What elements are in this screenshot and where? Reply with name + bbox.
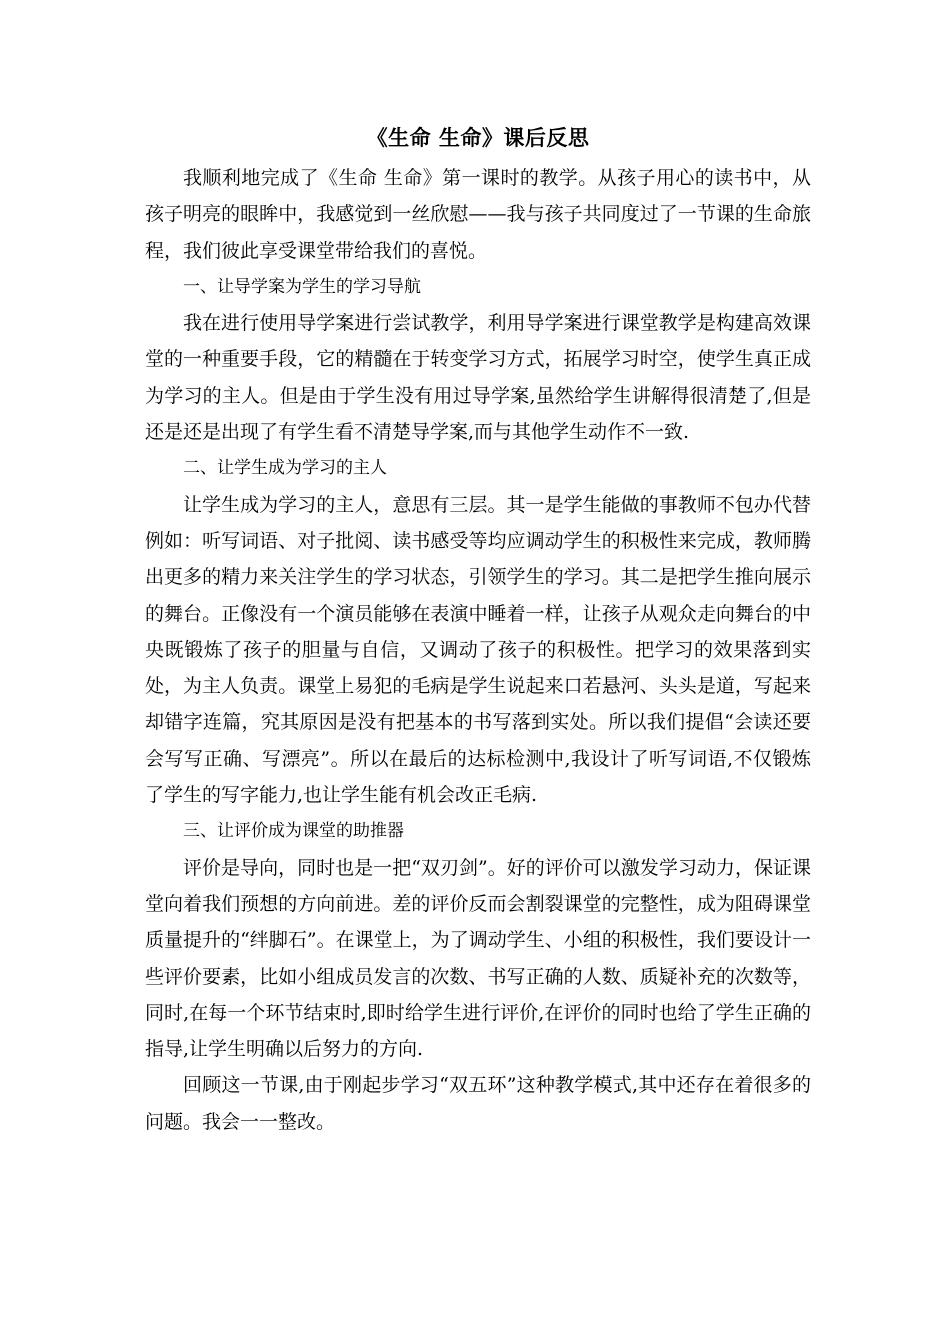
section-2-paragraph: 让学生成为学习的主人，意思有三层。其一是学生能做的事教师不包办代替例如：听写词语、对子批阅、读书感受等均应调动学生的积极性来完成，教师腾出更多的精力来关注学生的学习状态，引领学生的学习。其二是把学生推向展示的舞台。正像没有一个演员能够在表演中睡着一样，让孩子从观众走向舞台的中央既锻炼了孩子的胆量与自信，又调动了孩子的积极性。把学习的效果落到实处，为主人负责。课堂上易犯的毛病是学生说起来口若悬河、头头是道，写起来却错字连篇，究其原因是没有把基本的书写落到实处。所以我们提倡“会读还要会写写正确、写漂亮”。所以在最后的达标检测中,我设计了听写词语,不仅锻炼了学生的写字能力,也让学生能有机会改正毛病. bbox=[145, 493, 811, 807]
page-title: 《生命 生命》课后反思 bbox=[366, 126, 590, 150]
section-heading-2: 二、让学生成为学习的主人 bbox=[183, 458, 387, 479]
section-heading-1: 一、让导学案为学生的学习导航 bbox=[183, 276, 421, 297]
document-body bbox=[145, 120, 811, 1140]
intro-paragraph: 我顺利地完成了《生命 生命》第一课时的教学。从孩子用心的读书中，从孩子明亮的眼眸中，我感觉到一丝欣慰——我与孩子共同度过了一节课的生命旅程，我们彼此享受课堂带给我们的喜悦。 bbox=[145, 167, 811, 262]
section-heading-3: 三、让评价成为课堂的助推器 bbox=[183, 821, 404, 842]
section-1-paragraph: 我在进行使用导学案进行尝试教学，利用导学案进行课堂教学是构建高效课堂的一种重要手段，它的精髓在于转变学习方式，拓展学习时空，使学生真正成为学习的主人。但是由于学生没有用过导学案,虽然给学生讲解得很清楚了,但是还是还是出现了有学生看不清楚导学案,而与其他学生动作不一致. bbox=[145, 312, 811, 444]
section-3-paragraph: 评价是导向，同时也是一把“双刃剑”。好的评价可以激发学习动力，保证课堂向着我们预想的方向前进。差的评价反而会割裂课堂的完整性，成为阻碍课堂质量提升的“绊脚石”。在课堂上，为了调动学生、小组的积极性，我们要设计一些评价要素，比如小组成员发言的次数、书写正确的人数、质疑补充的次数等，同时,在每一个环节结束时,即时给学生进行评价,在评价的同时也给了学生正确的指导,让学生明确以后努力的方向. bbox=[145, 856, 811, 1061]
closing-paragraph: 回顾这一节课,由于刚起步学习“双五环”这种教学模式,其中还存在着很多的问题。我会一一整改。 bbox=[145, 1074, 811, 1133]
